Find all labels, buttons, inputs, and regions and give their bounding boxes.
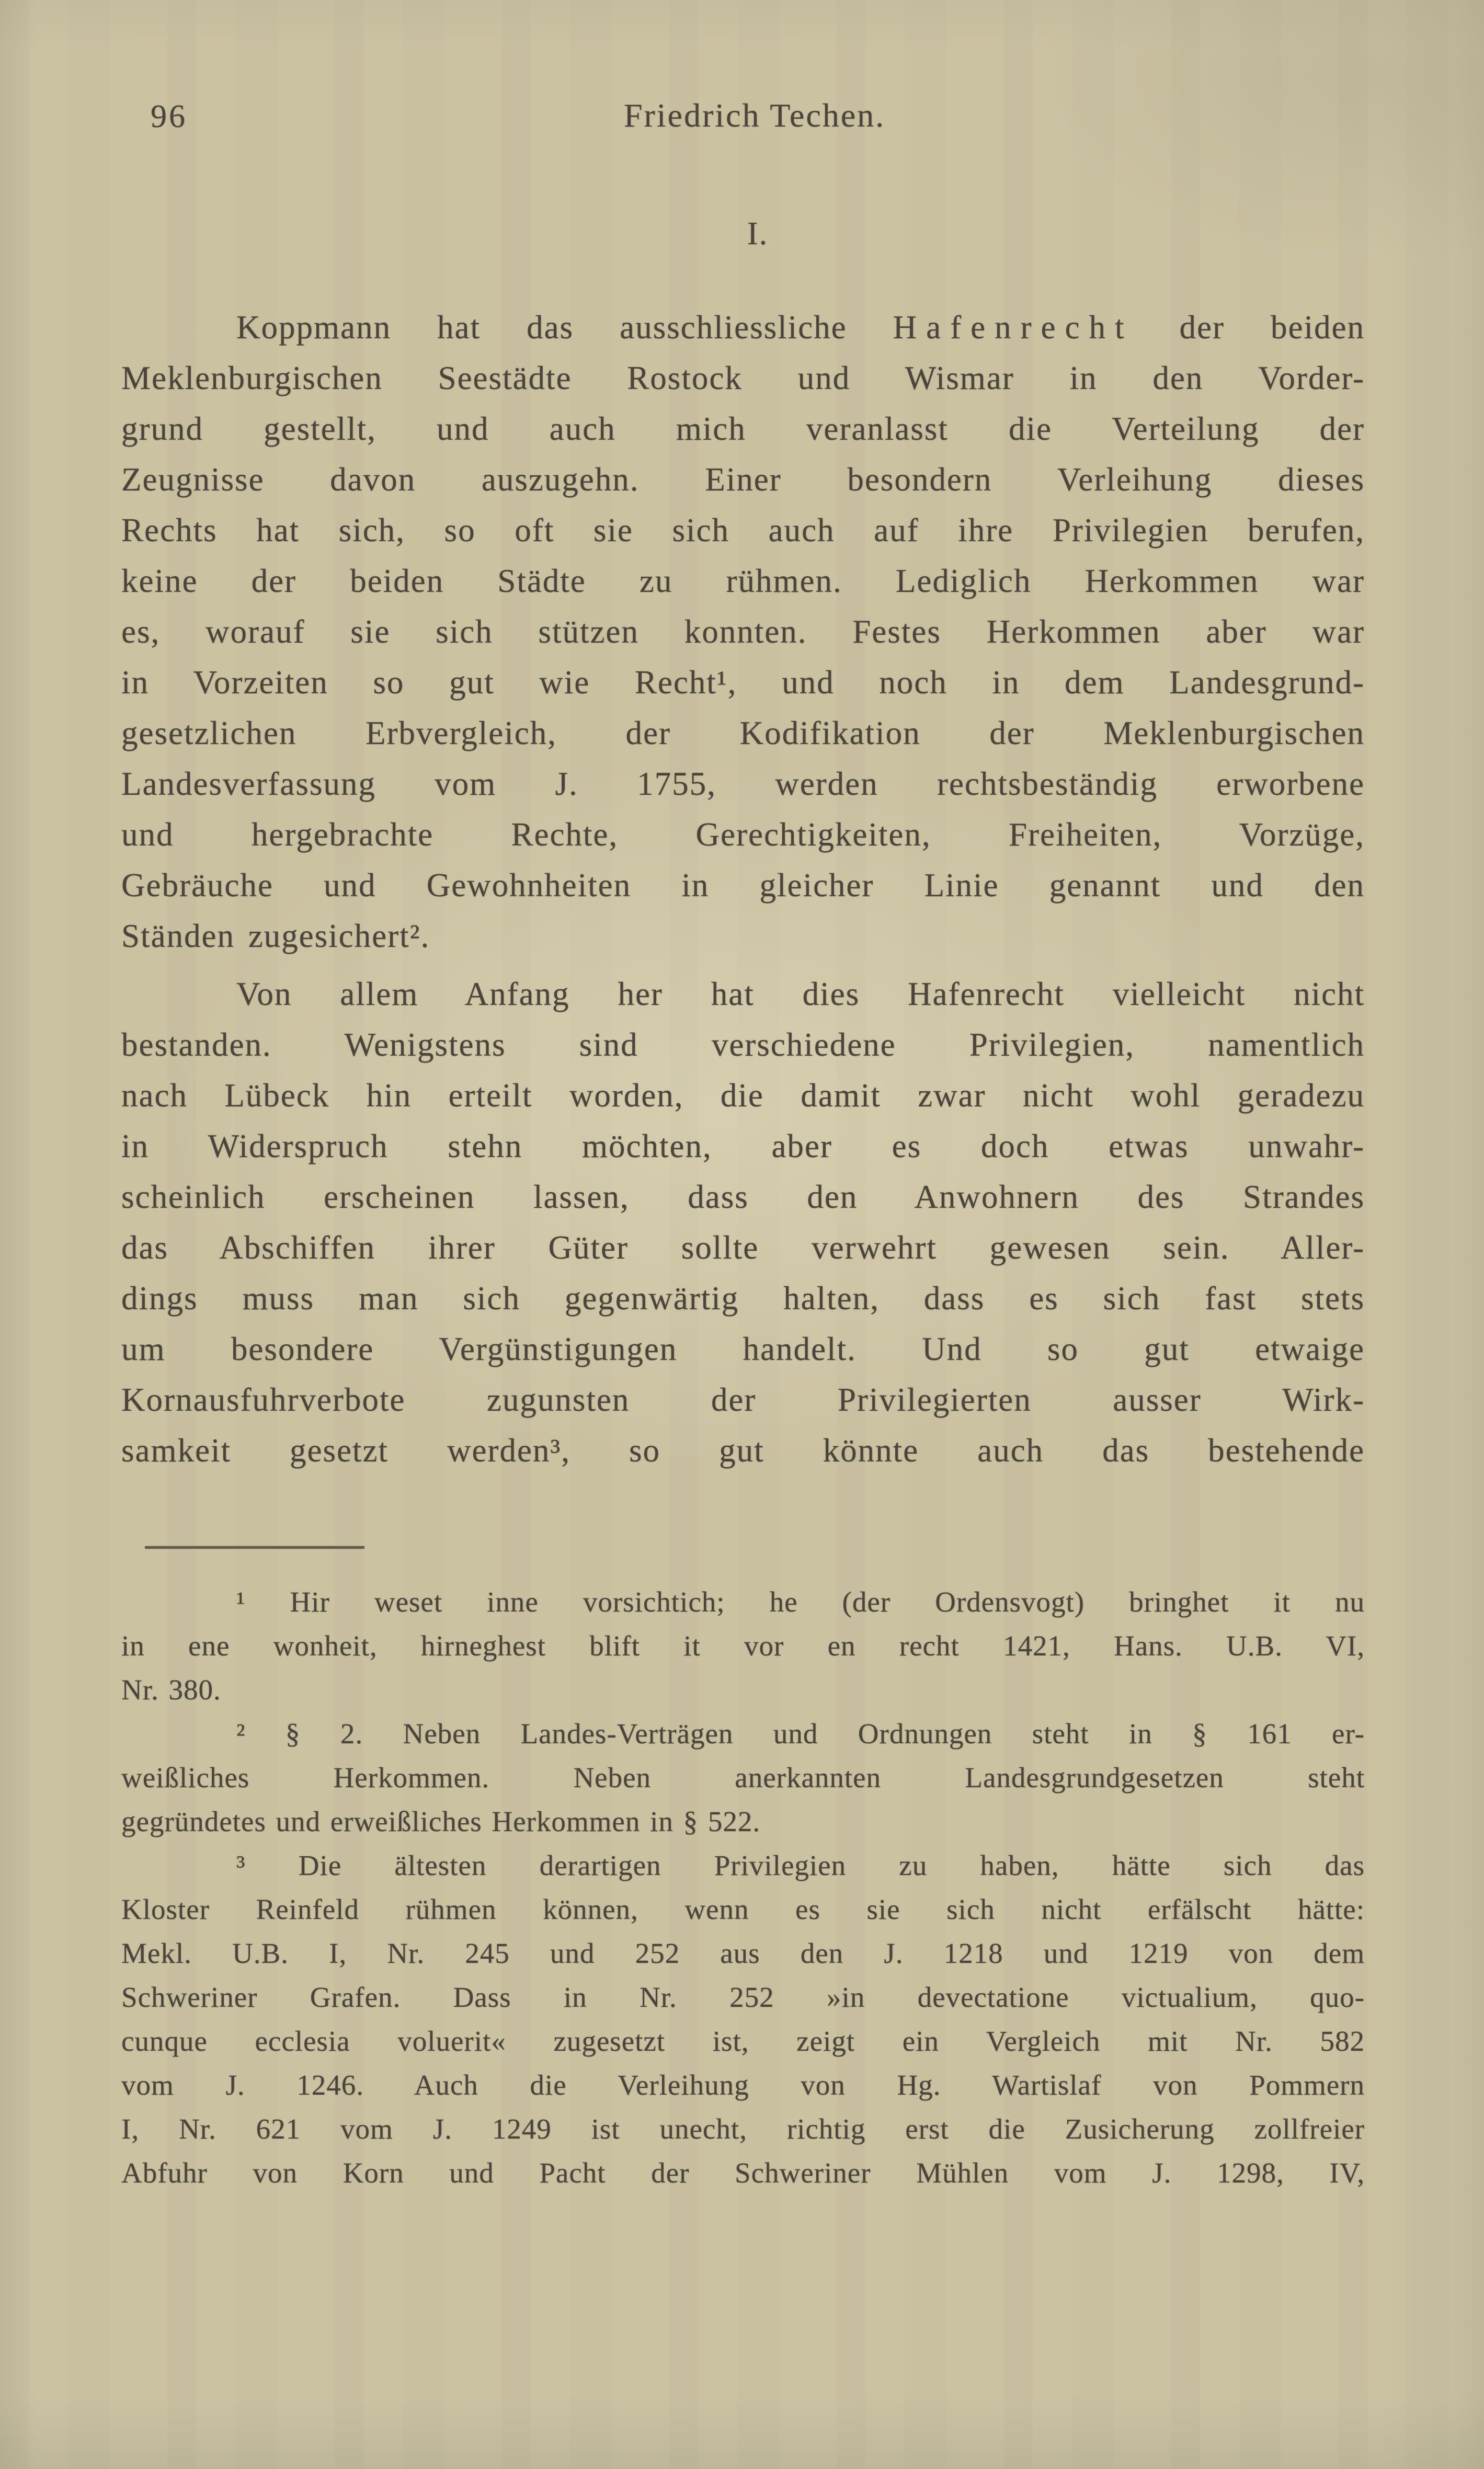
text-line: Gebräuche und Gewohnheiten in gleicher Linie genannt und den xyxy=(121,867,1365,904)
footnote-2 xyxy=(121,1712,1365,1844)
section-heading: I. xyxy=(747,216,769,252)
text-line: bestanden. Wenigstens sind verschiedene Privilegien, namentlich xyxy=(121,1026,1365,1063)
text-line: ³ Die ältesten derartigen Privilegien zu haben, hätte sich das xyxy=(236,1849,1365,1881)
text-line: Kornausfuhrverbote zugunsten der Privilegierten ausser Wirk- xyxy=(121,1381,1365,1418)
text-line: Landesverfassung vom J. 1755, werden rechtsbeständig erworbene xyxy=(121,765,1365,802)
text-line: Zeugnisse davon auszugehn. Einer besondern Verleihung dieses xyxy=(121,461,1365,498)
text-line: und hergebrachte Rechte, Gerechtigkeiten, Freiheiten, Vorzüge, xyxy=(121,816,1365,853)
text-line: gegründetes und erweißliches Herkommen in § 522. xyxy=(121,1805,761,1837)
text-line: in ene wonheit, hirneghest blift it vor en recht 1421, Hans. U.B. VI, xyxy=(121,1630,1365,1662)
text-line: I, Nr. 621 vom J. 1249 ist unecht, richtig erst die Zusicherung zollfreier xyxy=(121,2113,1365,2145)
text-line: Koppmann hat das ausschliessliche Hafenrecht der beiden xyxy=(236,309,1365,346)
footnote-separator xyxy=(145,1546,364,1549)
text-line: um besondere Vergünstigungen handelt. Und so gut etwaige xyxy=(121,1331,1365,1367)
text-line: dings muss man sich gegenwärtig halten, dass es sich fast stets xyxy=(121,1280,1365,1317)
text-line: Ständen zugesichert². xyxy=(121,918,430,954)
text-line: es, worauf sie sich stützen konnten. Festes Herkommen aber war xyxy=(121,613,1365,650)
text-line: Nr. 380. xyxy=(121,1674,221,1706)
text-line: vom J. 1246. Auch die Verleihung von Hg. Wartislaf von Pommern xyxy=(121,2069,1365,2101)
text-line: ² § 2. Neben Landes-Verträgen und Ordnungen steht in § 161 er- xyxy=(236,1718,1365,1750)
text-line: scheinlich erscheinen lassen, dass den Anwohnern des Strandes xyxy=(121,1179,1365,1215)
text-line: Von allem Anfang her hat dies Hafenrecht vielleicht nicht xyxy=(236,976,1365,1012)
text-line: gesetzlichen Erbvergleich, der Kodifikation der Meklenburgischen xyxy=(121,715,1365,751)
text-line: Schweriner Grafen. Dass in Nr. 252 »in devectatione victualium, quo- xyxy=(121,1981,1365,2013)
text-line: Rechts hat sich, so oft sie sich auch auf ihre Privilegien berufen, xyxy=(121,512,1365,548)
letterspaced-word: Hafenrecht xyxy=(893,309,1134,346)
text-line: ¹ Hir weset inne vorsichtich; he (der Ordensvogt) bringhet it nu xyxy=(236,1586,1365,1618)
running-head: Friedrich Techen. xyxy=(623,97,886,134)
body-paragraph-2 xyxy=(121,969,1365,1476)
body-text xyxy=(121,302,1365,1476)
footnotes xyxy=(121,1580,1365,2195)
text-line: Meklenburgischen Seestädte Rostock und Wismar in den Vorder- xyxy=(121,360,1365,396)
text-line: keine der beiden Städte zu rühmen. Lediglich Herkommen war xyxy=(121,563,1365,599)
body-paragraph-1 xyxy=(121,302,1365,962)
footnote-3 xyxy=(121,1844,1365,2195)
text-line: Mekl. U.B. I, Nr. 245 und 252 aus den J. 1218 und 1219 von dem xyxy=(121,1937,1365,1969)
text-line: das Abschiffen ihrer Güter sollte verwehrt gewesen sein. Aller- xyxy=(121,1229,1365,1266)
text-line: Kloster Reinfeld rühmen können, wenn es sie sich nicht erfälscht hätte: xyxy=(121,1893,1365,1925)
text-line: nach Lübeck hin erteilt worden, die damit zwar nicht wohl geradezu xyxy=(121,1077,1365,1114)
footnote-1 xyxy=(121,1580,1365,1712)
text-line: weißliches Herkommen. Neben anerkannten Landesgrundgesetzen steht xyxy=(121,1762,1365,1793)
text-line: Abfuhr von Korn und Pacht der Schweriner Mühlen vom J. 1298, IV, xyxy=(121,2157,1365,2189)
text-line: grund gestellt, und auch mich veranlasst die Verteilung der xyxy=(121,410,1365,447)
page-number: 96 xyxy=(151,99,187,134)
text-line: in Widerspruch stehn möchten, aber es doch etwas unwahr- xyxy=(121,1128,1365,1164)
text-line: samkeit gesetzt werden³, so gut könnte auch das bestehende xyxy=(121,1432,1365,1469)
text-line: cunque ecclesia voluerit« zugesetzt ist, zeigt ein Vergleich mit Nr. 582 xyxy=(121,2025,1365,2057)
text-line: in Vorzeiten so gut wie Recht¹, und noch in dem Landesgrund- xyxy=(121,664,1365,701)
